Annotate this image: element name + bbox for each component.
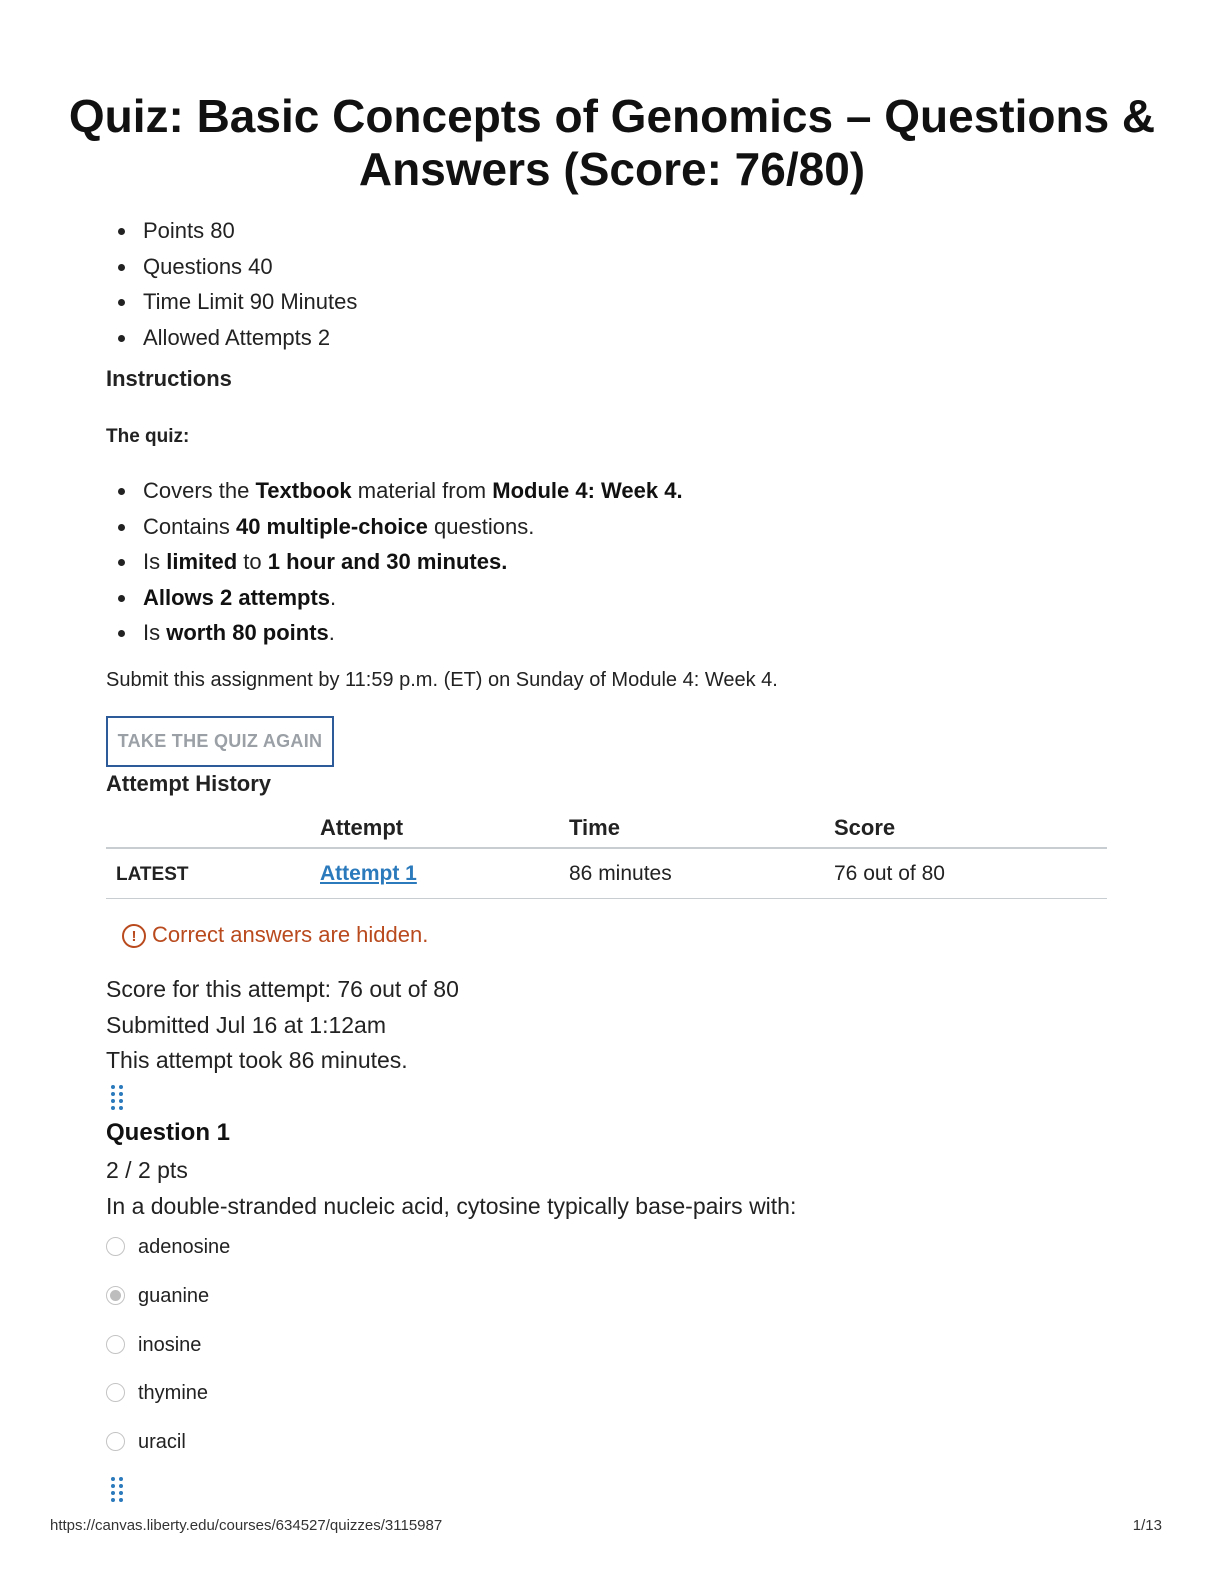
answer-label: inosine bbox=[138, 1333, 202, 1356]
radio-button[interactable] bbox=[106, 1335, 125, 1354]
notice-text: Correct answers are hidden. bbox=[152, 921, 429, 947]
attempt-summary bbox=[106, 972, 459, 1079]
meta-allowed-attempts: Allowed Attempts 2 bbox=[115, 320, 357, 356]
drag-handle-icon[interactable] bbox=[111, 1085, 125, 1111]
table-row bbox=[106, 849, 1107, 899]
attempt-time: 86 minutes bbox=[569, 862, 672, 885]
attempt-history-heading: Attempt History bbox=[106, 771, 272, 796]
meta-points: Points 80 bbox=[115, 213, 357, 249]
rule-item: Covers the Textbook material from Module 4: Week 4. bbox=[115, 473, 683, 509]
answer-option[interactable] bbox=[106, 1331, 230, 1380]
radio-button-selected[interactable] bbox=[106, 1286, 125, 1305]
table-header-row bbox=[106, 806, 1107, 849]
rule-item: Is limited to 1 hour and 30 minutes. bbox=[115, 544, 683, 580]
attempt-history-table bbox=[106, 806, 1107, 899]
rule-item: Is worth 80 points. bbox=[115, 615, 683, 651]
answer-option[interactable] bbox=[106, 1379, 230, 1428]
exclamation-circle-icon: ! bbox=[122, 924, 146, 948]
quiz-meta-list bbox=[115, 213, 357, 355]
column-header-score: Score bbox=[834, 815, 896, 840]
answer-option[interactable] bbox=[106, 1233, 230, 1282]
attempt-submitted-line: Submitted Jul 16 at 1:12am bbox=[106, 1011, 386, 1038]
drag-handle-icon[interactable] bbox=[111, 1477, 125, 1503]
rule-item: Allows 2 attempts. bbox=[115, 580, 683, 616]
take-quiz-again-button[interactable]: TAKE THE QUIZ AGAIN bbox=[106, 716, 334, 767]
footer-page-number: 1/13 bbox=[1132, 1517, 1162, 1534]
answer-label: uracil bbox=[138, 1431, 186, 1454]
attempt-duration-line: This attempt took 86 minutes. bbox=[106, 1047, 408, 1073]
answer-label: thymine bbox=[138, 1382, 209, 1405]
instructions-heading: Instructions bbox=[106, 366, 232, 391]
question-title: Question 1 bbox=[106, 1119, 231, 1146]
rule-item: Contains 40 multiple-choice questions. bbox=[115, 509, 683, 545]
latest-tag: LATEST bbox=[116, 864, 189, 885]
attempt-score: 76 out of 80 bbox=[834, 862, 945, 885]
answer-label: adenosine bbox=[138, 1236, 231, 1258]
answer-option[interactable] bbox=[106, 1428, 230, 1477]
page-title: Quiz: Basic Concepts of Genomics – Questions & Answers (Score: 76/80) bbox=[68, 90, 1156, 195]
answer-options bbox=[106, 1233, 230, 1477]
footer-url: https://canvas.liberty.edu/courses/634527/quizzes/3115987 bbox=[50, 1517, 443, 1534]
answer-label: guanine bbox=[138, 1284, 210, 1307]
attempt-1-link[interactable]: Attempt 1 bbox=[320, 862, 417, 885]
submit-deadline-note: Submit this assignment by 11:59 p.m. (ET) on Sunday of Module 4: Week 4. bbox=[106, 669, 778, 691]
meta-questions: Questions 40 bbox=[115, 249, 357, 285]
column-header-attempt: Attempt bbox=[320, 815, 404, 840]
meta-time-limit: Time Limit 90 Minutes bbox=[115, 284, 357, 320]
question-points: 2 / 2 pts bbox=[106, 1157, 188, 1183]
radio-button[interactable] bbox=[106, 1237, 125, 1256]
question-text: In a double-stranded nucleic acid, cytosine typically base-pairs with: bbox=[106, 1193, 797, 1219]
quiz-rules-list bbox=[115, 473, 683, 651]
attempt-score-line: Score for this attempt: 76 out of 80 bbox=[106, 976, 459, 1002]
answer-option[interactable] bbox=[106, 1282, 230, 1331]
radio-button[interactable] bbox=[106, 1432, 125, 1451]
column-header-time: Time bbox=[569, 815, 620, 840]
instructions-subheading: The quiz: bbox=[106, 426, 190, 447]
answers-hidden-notice bbox=[122, 921, 428, 948]
radio-button[interactable] bbox=[106, 1383, 125, 1402]
